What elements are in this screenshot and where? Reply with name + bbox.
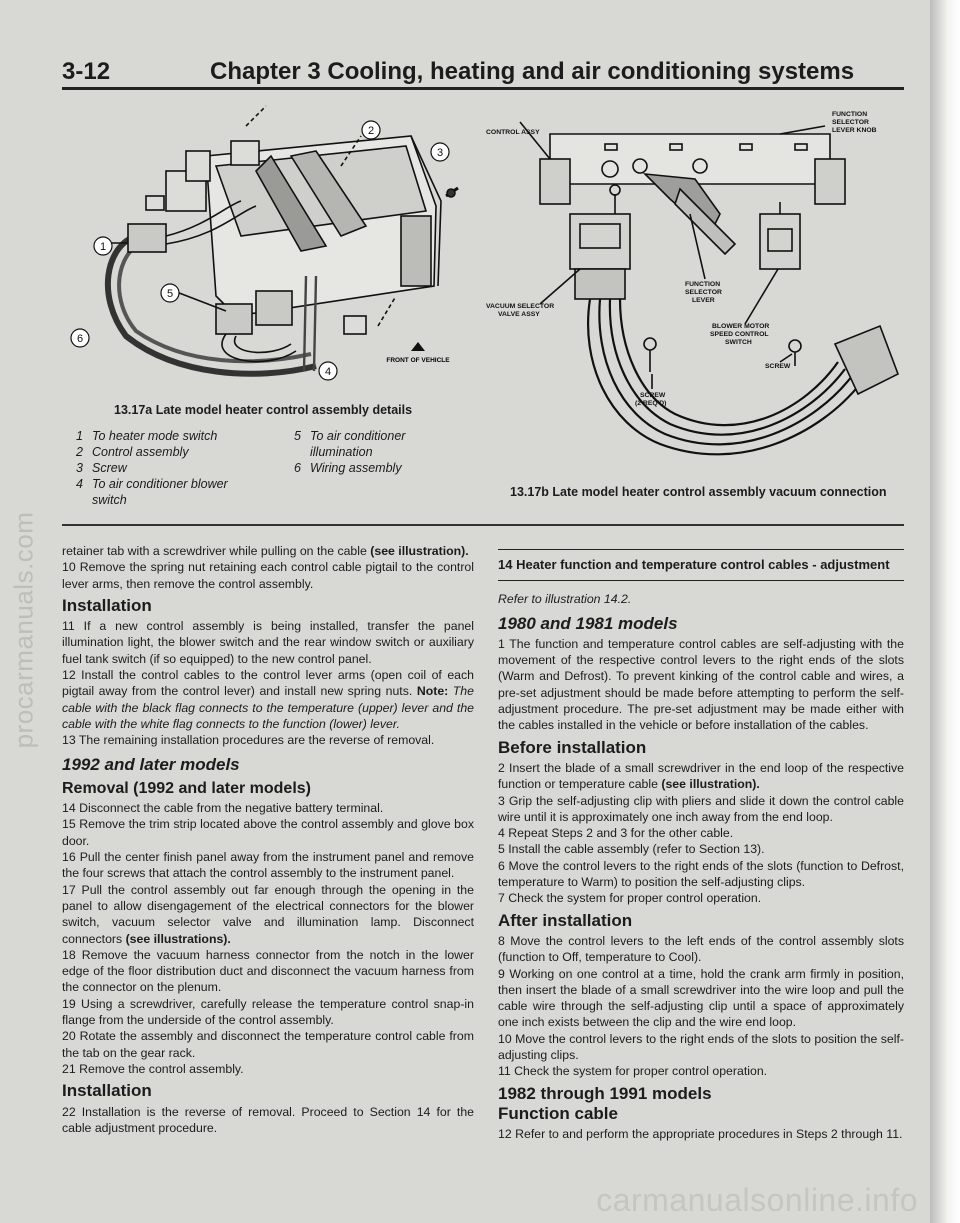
label-vacuum-2: VALVE ASSY (498, 311, 540, 318)
left-column (62, 543, 474, 1136)
label-screw-a-1: SCREW (640, 392, 666, 399)
label-fn-lever-1: FUNCTION (685, 281, 721, 288)
step-7: 7 Check the system for proper control operation. (498, 891, 762, 906)
label-blower-2: SPEED CONTROL (710, 331, 769, 338)
label-fn-lever-2: SELECTOR (685, 289, 722, 296)
heading-installation-2: Installation (62, 1081, 152, 1101)
figure-13-17a-legend: 1 To heater mode switch 2 Control assembly 3 Screw 4 To air conditioner blower switch 5 To air conditioner illumination 6 Wiring assembly (76, 429, 406, 507)
para-12: 12 Install the control cables to the control lever arms (open coil of each pigtail away from the control lever) and install new spring nuts. Note: The cable with the black flag connects to the temperature (upper) lever and the cable with the white flag connects to the function (lower) lever. (62, 668, 474, 731)
page-edge-shadow (930, 0, 960, 1223)
heading-before-installation: Before installation (498, 737, 647, 757)
step-9: 9 Working on one control at a time, hold the crank arm firmly in position, then insert the blade of a small screwdriver into the wire loop and pull the cable wire through the self-adjusting clip until a space of approximately one inch exists between the clip and the wire end loop. (498, 966, 904, 1030)
para-10: 10 Remove the spring nut retaining each control cable pigtail to the control lever arms, then remove the control assembly. (62, 560, 474, 591)
header-rule (62, 87, 904, 90)
para-21: 21 Remove the control assembly. (62, 1061, 244, 1076)
step-8: 8 Move the control levers to the left ends of the control assembly slots (function to Off, temperature to Cool). (498, 933, 904, 965)
para-18: 18 Remove the vacuum harness connector from the notch in the lower edge of the floor distribution duct and disconnect the vacuum harness from the connector on the plenum. (62, 947, 474, 995)
step-10: 10 Move the control levers to the right ends of the slots to position the self-adjusting clips. (498, 1031, 904, 1063)
heading-function-cable: Function cable (498, 1103, 618, 1123)
side-watermark (2, 500, 46, 760)
callout-1: 1 (99, 241, 107, 253)
figure-13-17a-caption: 13.17a Late model heater control assembly details (114, 403, 413, 417)
para-15: 15 Remove the trim strip located above the control assembly and glove box door. (62, 817, 474, 848)
para-intro: retainer tab with a screwdriver while pulling on the cable (see illustration). (62, 544, 469, 558)
step-5: 5 Install the cable assembly (refer to Section 13). (498, 842, 765, 857)
callout-5: 5 (166, 288, 174, 300)
figure-13-17a-illustration (66, 96, 466, 396)
heading-1992-models: 1992 and later models (62, 754, 240, 774)
step-1: 1 The function and temperature control cables are self-adjusting with the movement of the respective control levers to the right ends of the slots (Warm and Defrost). To prevent kinking of the control cable and wires, a pre-set adjustment should be made before attempting to perform the self-adjustment procedure. The pre-set adjustment may be made either with the cables installed in the vehicle or before installation of the cables. (498, 636, 904, 733)
front-of-vehicle-label: FRONT OF VEHICLE (386, 357, 450, 364)
section-14-title: 14 Heater function and temperature control cables - adjustment (498, 549, 904, 581)
label-screw-a-2: (2 REQ'D) (635, 400, 667, 407)
step-4: 4 Repeat Steps 2 and 3 for the other cable. (498, 826, 734, 841)
chapter-title: Chapter 3 Cooling, heating and air conditioning systems (210, 58, 855, 85)
page-number: 3-12 (62, 58, 111, 85)
label-fn-knob-2: SELECTOR (832, 119, 869, 126)
heading-installation: Installation (62, 595, 152, 615)
step-3: 3 Grip the self-adjusting clip with pliers and slide it down the control cable wire until it is approximately one inch away from the end loop. (498, 793, 904, 824)
step-12: 12 Refer to and perform the appropriate procedures in Steps 2 through 11. (498, 1127, 903, 1142)
para-14: 14 Disconnect the cable from the negative battery terminal. (62, 801, 384, 816)
label-control-assy: CONTROL ASSY (486, 129, 540, 136)
figure-13-17b-illustration (480, 104, 905, 472)
heading-1980-models: 1980 and 1981 models (498, 613, 678, 633)
heading-after-installation: After installation (498, 910, 633, 930)
callout-3: 3 (436, 147, 444, 159)
para-13: 13 The remaining installation procedures are the reverse of removal. (62, 733, 435, 748)
bottom-watermark: carmanualsonline.info (596, 1182, 918, 1218)
callout-2: 2 (367, 125, 375, 137)
section-divider (62, 524, 904, 526)
page-header (62, 54, 904, 88)
label-screw-b: SCREW (765, 363, 791, 370)
figure-13-17b-caption: 13.17b Late model heater control assembly vacuum connection (510, 485, 887, 499)
para-20: 20 Rotate the assembly and disconnect the temperature control cable from the tab on the gear rack. (62, 1029, 474, 1060)
para-11: 11 If a new control assembly is being installed, transfer the panel illumination light, the blower switch and the rear window switch or auxiliary fuel tank switch (if so equipped) to the new control panel. (62, 619, 474, 666)
label-vacuum-1: VACUUM SELECTOR (486, 303, 555, 310)
label-blower-1: BLOWER MOTOR (712, 323, 770, 330)
illustration-reference: Refer to illustration 14.2. (498, 592, 632, 607)
step-11: 11 Check the system for proper control operation. (498, 1064, 768, 1079)
step-6: 6 Move the control levers to the right ends of the slots (function to Defrost, temperature to Warm) to position the self-adjusting clips. (498, 858, 904, 890)
para-19: 19 Using a screwdriver, carefully release the temperature control snap-in flange from the underside of the control assembly. (62, 996, 474, 1028)
para-17: 17 Pull the control assembly out far enough through the opening in the panel to allow disengagement of the electrical connectors for the blower switch, vacuum selector valve and illumination lamp. Disconnect connectors (see illustrations). (62, 882, 474, 946)
side-watermark-text: procarmanuals.com (8, 511, 39, 749)
callout-6: 6 (76, 333, 84, 345)
front-arrow-icon (411, 342, 425, 351)
label-fn-knob-1: FUNCTION (832, 111, 868, 118)
label-fn-lever-3: LEVER (692, 297, 715, 304)
step-2: 2 Insert the blade of a small screwdriver in the end loop of the respective function or temperature cable (see illustration). (498, 760, 904, 792)
para-16: 16 Pull the center finish panel away from the instrument panel and remove the four screws that attach the control assembly to the instrument panel. (62, 850, 474, 881)
label-blower-3: SWITCH (725, 339, 752, 346)
callout-4: 4 (324, 366, 332, 378)
heading-removal: Removal (1992 and later models) (62, 779, 311, 797)
label-fn-knob-3: LEVER KNOB (832, 127, 877, 134)
heading-1982-models: 1982 through 1991 models (498, 1083, 712, 1103)
para-22: 22 Installation is the reverse of removal. Proceed to Section 14 for the cable adjustment procedure. (62, 1104, 474, 1135)
right-column (498, 543, 904, 1143)
